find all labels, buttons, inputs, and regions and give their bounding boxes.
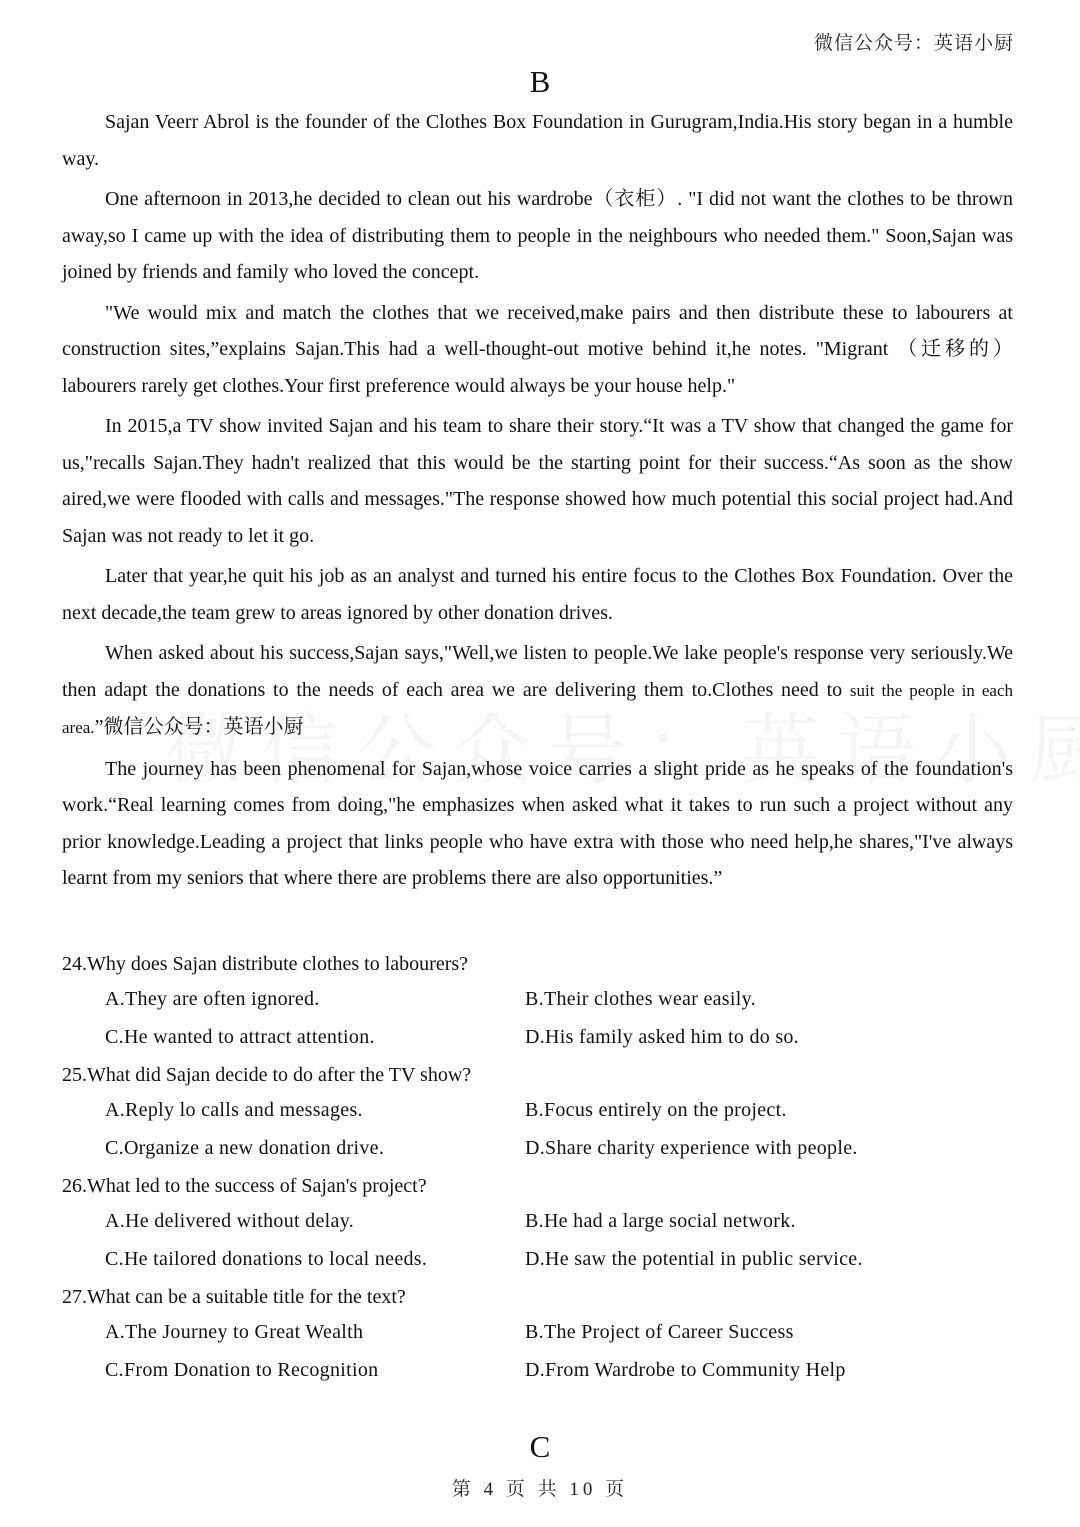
question-stem: 27.What can be a suitable title for the text? — [62, 1286, 406, 1308]
option-d: D.His family asked him to do so. — [525, 1025, 800, 1048]
paragraph: The journey has been phenomenal for Sajan,whose voice carries a slight pride as he speaks of the foundation's work.“Real learning comes from doing,"he emphasizes when asked what it takes to run such a project without any prior knowledge.Leading a project that links people who have extra with those who need help,he shares,"I've always learnt from my seniors that where there are problems there are also opportunities.” — [62, 757, 1013, 889]
option-c: C.He wanted to attract attention. — [105, 1025, 375, 1048]
option-b: B.He had a large social network. — [525, 1210, 796, 1232]
question-24 — [62, 947, 1022, 1056]
page-number: 第 4 页 共 10 页 — [451, 1479, 629, 1500]
paragraph-tail: suit the people in each area. — [62, 680, 1013, 737]
option-a: A.Reply lo calls and messages. — [105, 1099, 363, 1121]
question-stem: 24.Why does Sajan distribute clothes to labourers? — [62, 953, 469, 975]
option-row — [62, 1130, 1022, 1168]
paragraph — [62, 635, 1013, 747]
header-source-note: 微信公众号：英语小厨 — [813, 33, 1014, 54]
option-row — [62, 1352, 1022, 1390]
paragraph: One afternoon in 2013,he decided to clean out his wardrobe（衣柜）. "I did not want the clothes to be thrown away,so I came up with the idea of distributing them to people in the neighbours who needed them." Soon,Sajan was joined by friends and family who loved the concept. — [62, 188, 1013, 283]
passage-b — [62, 104, 1013, 897]
question-stem: 25.What did Sajan decide to do after the TV show? — [62, 1064, 472, 1086]
option-row — [62, 1314, 1022, 1352]
option-d: D.Share charity experience with people. — [525, 1136, 858, 1159]
option-a: A.He delivered without delay. — [105, 1210, 354, 1232]
option-a: A.The Journey to Great Wealth — [105, 1321, 364, 1343]
paragraph-text: When asked about his success,Sajan says,"Well,we listen to people.We lake people's response very seriously.We then adapt the donations to the needs of each area we are delivering them to.Clothes need to — [62, 642, 1013, 701]
paragraph: Later that year,he quit his job as an analyst and turned his entire focus to the Clothes Box Foundation. Over the next decade,the team grew to areas ignored by other donation drives. — [62, 565, 1013, 624]
option-b: B.Their clothes wear easily. — [525, 988, 756, 1010]
option-row — [62, 1241, 1022, 1279]
option-b: B.The Project of Career Success — [525, 1321, 794, 1343]
option-a: A.They are often ignored. — [105, 988, 320, 1010]
question-26 — [62, 1169, 1022, 1278]
option-row — [62, 1203, 1022, 1241]
paragraph: Sajan Veerr Abrol is the founder of the Clothes Box Foundation in Gurugram,India.His story began in a humble way. — [62, 111, 1013, 170]
option-row — [62, 981, 1022, 1019]
question-27 — [62, 1280, 1022, 1389]
option-c: C.He tailored donations to local needs. — [105, 1247, 428, 1270]
question-25 — [62, 1058, 1022, 1167]
section-b-title: B — [529, 64, 551, 99]
section-c-title: C — [529, 1429, 551, 1464]
option-b: B.Focus entirely on the project. — [525, 1099, 787, 1121]
paragraph: "We would mix and match the clothes that we received,make pairs and then distribute these to labourers at construction sites,”explains Sajan.This had a well-thought-out motive behind it,he notes. "Migrant （迁移的）labourers rarely get clothes.Your first preference would always be your house help." — [62, 301, 1013, 397]
paragraph-tail-note: ”微信公众号：英语小厨 — [94, 716, 304, 738]
option-d: D.He saw the potential in public service. — [525, 1247, 863, 1270]
question-stem: 26.What led to the success of Sajan's project? — [62, 1175, 427, 1197]
option-c: C.Organize a new donation drive. — [105, 1136, 385, 1159]
option-row — [62, 1092, 1022, 1130]
option-c: C.From Donation to Recognition — [105, 1358, 379, 1381]
paragraph: In 2015,a TV show invited Sajan and his team to share their story.“It was a TV show that changed the game for us,"recalls Sajan.They hadn't realized that this would be the starting point for their success.“As soon as the show aired,we were flooded with calls and messages."The response showed how much potential this social project had.And Sajan was not ready to let it go. — [62, 415, 1013, 547]
option-row — [62, 1019, 1022, 1057]
option-d: D.From Wardrobe to Community Help — [525, 1358, 846, 1381]
question-list — [62, 947, 1022, 1391]
